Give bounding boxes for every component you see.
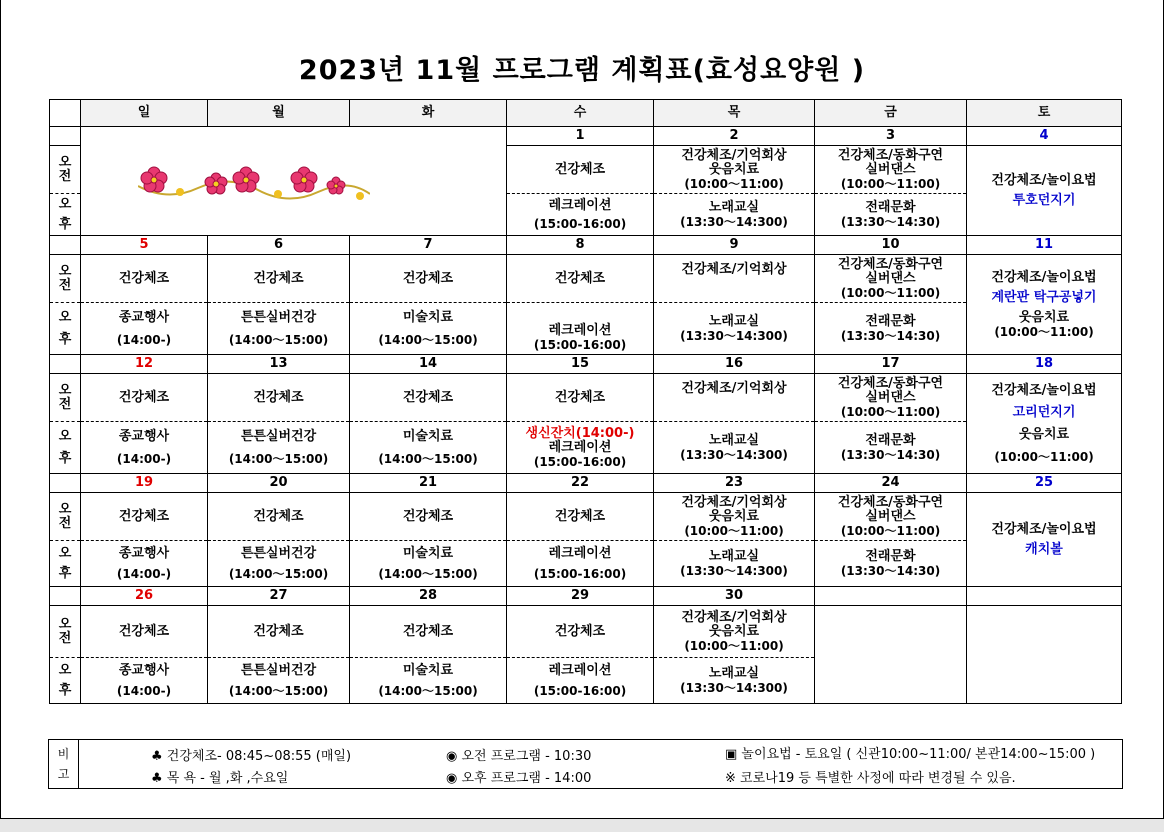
date-cell: 25: [967, 474, 1122, 493]
program-cell: 전래문화 (13:30～14:30): [815, 194, 967, 236]
program-cell: 건강체조/기억회상 웃음치료 (10:00～11:00): [654, 606, 815, 658]
weekday-thu: 목: [654, 100, 815, 127]
date-cell: 15: [507, 355, 654, 374]
date-cell: [967, 587, 1122, 606]
am-row: [50, 606, 1122, 658]
program-cell: 건강체조: [507, 606, 654, 658]
program-cell: 튼튼실버건강 (14:00～15:00): [208, 658, 350, 704]
saturday-program-cell: 건강체조/놀이요법 캐치볼: [967, 493, 1122, 587]
date-cell: 19: [81, 474, 208, 493]
am-row: [50, 255, 1122, 303]
date-cell: 10: [815, 236, 967, 255]
program-cell: 건강체조: [507, 146, 654, 194]
bottom-bar: [0, 819, 1164, 832]
date-cell: 20: [208, 474, 350, 493]
program-cell: 건강체조: [350, 374, 507, 422]
program-cell: 건강체조: [81, 493, 208, 541]
program-cell: 레크레이션 (15:00-16:00): [507, 303, 654, 355]
date-cell: 9: [654, 236, 815, 255]
program-cell: 건강체조: [507, 255, 654, 303]
note-covid: ※ 코로나19 등 특별한 사정에 따라 변경될 수 있음.: [725, 771, 1016, 786]
program-cell: 종교행사 (14:00-): [81, 422, 208, 474]
program-cell: 미술치료 (14:00～15:00): [350, 658, 507, 704]
program-cell: 건강체조: [81, 255, 208, 303]
program-cell: 미술치료 (14:00～15:00): [350, 541, 507, 587]
program-cell: 종교행사 (14:00-): [81, 541, 208, 587]
program-cell: 건강체조/기억회상: [654, 374, 815, 422]
date-cell: 17: [815, 355, 967, 374]
program-cell: 건강체조: [507, 493, 654, 541]
program-cell: 전래문화 (13:30～14:30): [815, 541, 967, 587]
program-cell: 튼튼실버건강 (14:00～15:00): [208, 541, 350, 587]
weekday-header-row: [50, 100, 1122, 127]
flower-decoration: [138, 162, 370, 218]
date-cell: 3: [815, 127, 967, 146]
saturday-program-cell: 건강체조/놀이요법 투호던지기: [967, 146, 1122, 236]
date-cell: 28: [350, 587, 507, 606]
note-am-program: ◉ 오전 프로그램 - 10:30: [446, 749, 592, 764]
pm-label: 오 후: [50, 303, 81, 355]
am-row: [50, 374, 1122, 422]
am-label: 오 전: [50, 374, 81, 422]
program-cell: 건강체조: [81, 374, 208, 422]
am-label: 오 전: [50, 255, 81, 303]
program-cell: 건강체조: [350, 606, 507, 658]
date-row: [50, 236, 1122, 255]
date-cell: 5: [81, 236, 208, 255]
date-cell: 24: [815, 474, 967, 493]
date-cell: 12: [81, 355, 208, 374]
notes-label: 비 고: [49, 740, 79, 789]
date-cell: 23: [654, 474, 815, 493]
pm-row: [50, 422, 1122, 474]
program-cell: 전래문화 (13:30～14:30): [815, 303, 967, 355]
weekday-tue: 화: [350, 100, 507, 127]
note-pm-program: ◉ 오후 프로그램 - 14:00: [446, 771, 592, 786]
pm-row: [50, 541, 1122, 587]
date-cell: 6: [208, 236, 350, 255]
date-row: [50, 355, 1122, 374]
program-cell: 레크레이션 (15:00-16:00): [507, 541, 654, 587]
program-cell: 건강체조: [350, 493, 507, 541]
date-cell: 14: [350, 355, 507, 374]
date-cell: 4: [967, 127, 1122, 146]
pm-label: 오 후: [50, 422, 81, 474]
notes-content: [79, 740, 1123, 789]
program-cell: 레크레이션 (15:00-16:00): [507, 658, 654, 704]
program-cell: 건강체조: [350, 255, 507, 303]
program-cell: 건강체조/기억회상: [654, 255, 815, 303]
date-cell: [815, 587, 967, 606]
corner-cell: [50, 100, 81, 127]
empty-cell: [815, 606, 967, 704]
note-exercise: ♣ 건강체조- 08:45~08:55 (매일): [151, 749, 352, 764]
program-cell: 노래교실 (13:30～14:300): [654, 658, 815, 704]
date-row: [50, 587, 1122, 606]
weekday-wed: 수: [507, 100, 654, 127]
program-cell: 종교행사 (14:00-): [81, 303, 208, 355]
pm-row: [50, 303, 1122, 355]
program-cell: 미술치료 (14:00～15:00): [350, 303, 507, 355]
program-cell: 튼튼실버건강 (14:00～15:00): [208, 422, 350, 474]
program-cell: 튼튼실버건강 (14:00～15:00): [208, 303, 350, 355]
saturday-program-cell: 건강체조/놀이요법 계란판 탁구공넣기 웃음치료 (10:00～11:00): [967, 255, 1122, 355]
program-cell: 생신잔치(14:00-) 레크레이션 (15:00-16:00): [507, 422, 654, 474]
date-cell: 2: [654, 127, 815, 146]
program-cell: 미술치료 (14:00～15:00): [350, 422, 507, 474]
weekday-fri: 금: [815, 100, 967, 127]
date-cell: 13: [208, 355, 350, 374]
program-cell: 건강체조/동화구연 실버댄스 (10:00～11:00): [815, 493, 967, 541]
program-cell: 건강체조/기억회상 웃음치료 (10:00～11:00): [654, 493, 815, 541]
program-cell: 건강체조: [208, 606, 350, 658]
date-row: [50, 127, 1122, 146]
program-cell: 건강체조/동화구연 실버댄스 (10:00～11:00): [815, 255, 967, 303]
pm-label: 오 후: [50, 658, 81, 704]
am-label: 오 전: [50, 606, 81, 658]
note-play-therapy: ▣ 놀이요법 - 토요일 ( 신관10:00~11:00/ 본관14:00~15:00 ): [725, 747, 1096, 762]
date-cell: 27: [208, 587, 350, 606]
date-cell: 1: [507, 127, 654, 146]
date-cell: 16: [654, 355, 815, 374]
weekday-sat: 토: [967, 100, 1122, 127]
am-row: [50, 493, 1122, 541]
program-cell: 레크레이션 (15:00-16:00): [507, 194, 654, 236]
note-bath: ♣ 목 욕 - 월 ,화 ,수요일: [151, 771, 289, 786]
saturday-program-cell: 건강체조/놀이요법 고리던지기 웃음치료 (10:00～11:00): [967, 374, 1122, 474]
program-cell: 건강체조: [208, 255, 350, 303]
program-cell: 전래문화 (13:30～14:30): [815, 422, 967, 474]
date-cell: 22: [507, 474, 654, 493]
date-cell: 26: [81, 587, 208, 606]
program-cell: 건강체조/동화구연 실버댄스 (10:00～11:00): [815, 146, 967, 194]
date-cell: 11: [967, 236, 1122, 255]
program-cell: 건강체조/기억회상 웃음치료 (10:00～11:00): [654, 146, 815, 194]
program-cell: 건강체조: [208, 374, 350, 422]
program-cell: 건강체조: [81, 606, 208, 658]
program-cell: 노래교실 (13:30～14:300): [654, 422, 815, 474]
weekday-sun: 일: [81, 100, 208, 127]
am-label: 오 전: [50, 493, 81, 541]
page-title: 2023년 11월 프로그램 계획표(효성요양원 ): [298, 55, 866, 86]
pm-label: 오 후: [50, 194, 81, 236]
program-cell: 종교행사 (14:00-): [81, 658, 208, 704]
program-cell: 건강체조/동화구연 실버댄스 (10:00～11:00): [815, 374, 967, 422]
date-cell: 7: [350, 236, 507, 255]
date-row: [50, 474, 1122, 493]
program-cell: 노래교실 (13:30～14:300): [654, 541, 815, 587]
program-cell: 건강체조: [208, 493, 350, 541]
pm-label: 오 후: [50, 541, 81, 587]
am-label: 오 전: [50, 146, 81, 194]
date-cell: 18: [967, 355, 1122, 374]
program-cell: 건강체조: [507, 374, 654, 422]
date-cell: 8: [507, 236, 654, 255]
empty-cell: [967, 606, 1122, 704]
date-cell: 21: [350, 474, 507, 493]
program-cell: 노래교실 (13:30～14:300): [654, 194, 815, 236]
program-cell: 노래교실 (13:30～14:300): [654, 303, 815, 355]
date-cell: 30: [654, 587, 815, 606]
weekday-mon: 월: [208, 100, 350, 127]
notes-table: [48, 739, 1123, 789]
date-cell: 29: [507, 587, 654, 606]
